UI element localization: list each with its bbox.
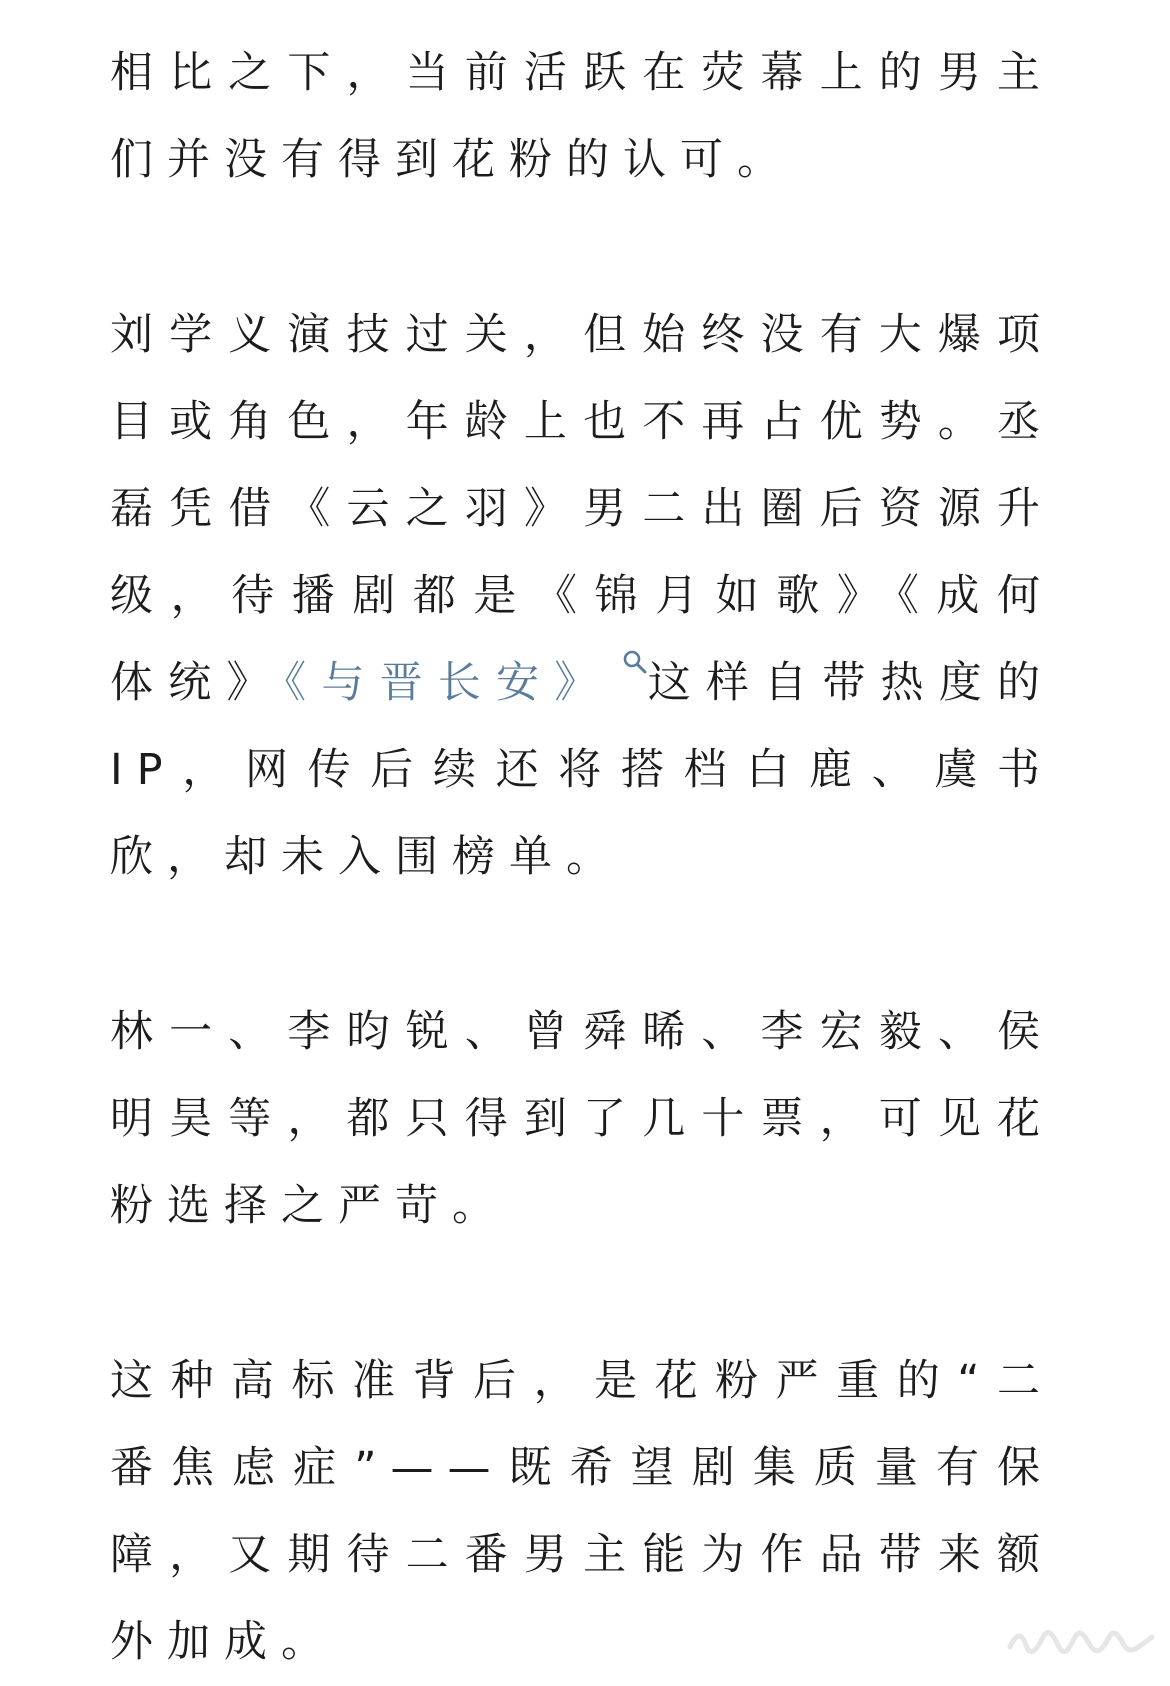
drama-title-link[interactable]: 《与晋长安》 [284,658,613,708]
paragraph-text: 这种高标准背后，是花粉严重的“二番焦虑症”——既希望剧集质量有保障，又期待二番男主能为作品带来额外加成。 [110,1356,1054,1667]
paragraph-text: 这样自带热度的IP，网传后续还将搭档白鹿、虞书欣，却未入围榜单。 [110,658,1054,882]
scribble-watermark-icon [1006,1629,1156,1655]
paragraph-text: 相比之下，当前活跃在荧幕上的男主们并没有得到花粉的认可。 [110,48,1054,185]
paragraph-text: 刘学义演技过关，但始终没有大爆项目或角色，年龄上也不再占优势。丞磊凭借《云之羽》男二出圈后资源升级，待播剧都是《锦月如歌》《成何体统》 [110,310,1054,708]
paragraph-text: 林一、李昀锐、曾舜晞、李宏毅、侯明昊等，都只得到了几十票，可见花粉选择之严苛。 [110,1007,1054,1231]
article-body [110,30,1054,1686]
paragraph-2 [110,292,1054,901]
paragraph-4 [110,1338,1054,1686]
paragraph-3 [110,989,1054,1250]
search-icon[interactable] [622,649,648,675]
paragraph-1 [110,30,1054,204]
